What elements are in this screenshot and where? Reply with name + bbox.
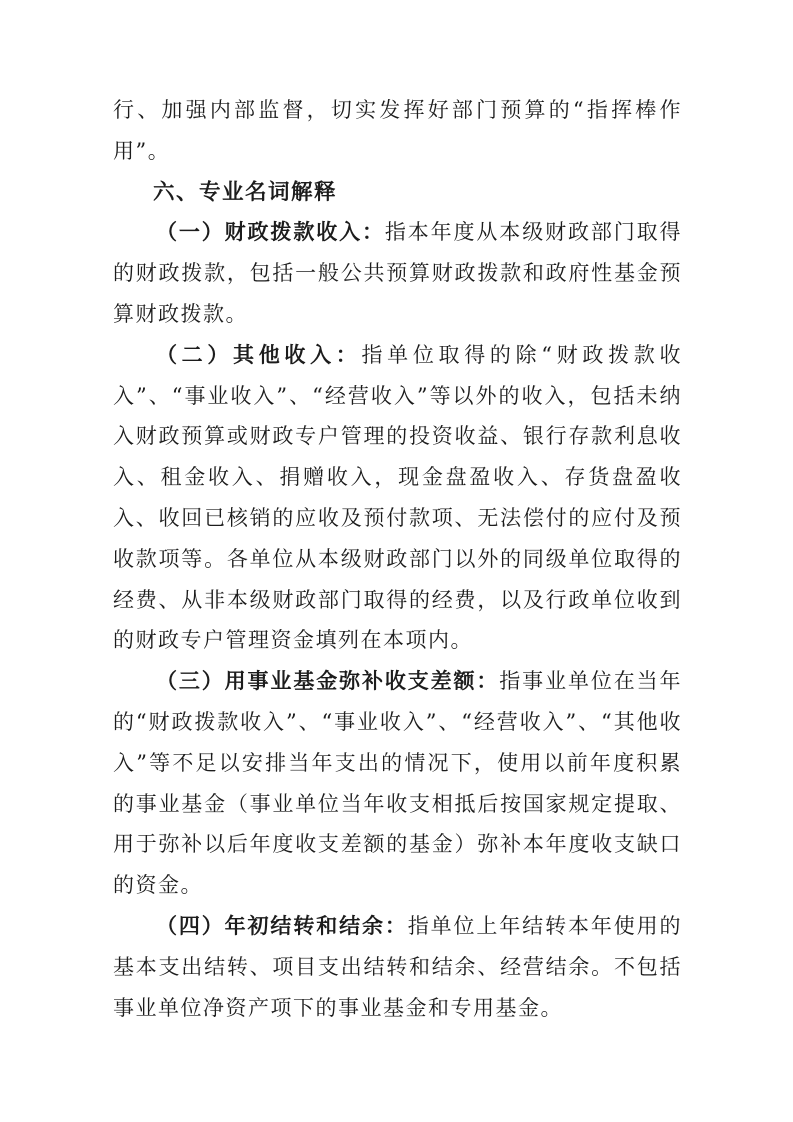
term-title: （一）财政拨款收入： (156, 219, 385, 245)
term-definition: 指单位取得的除“财政拨款收入”、“事业收入”、“经营收入”等以外的收入，包括未纳入财政预算或财政专户管理的投资收益、银行存款利息收入、租金收入、捐赠收入，现金盘盈收入、存货盘盈收入、收回已核销的应收及预付款项、无法偿付的应付及预收款项等。各单位从本级财政部门以外的同级单位取得的经费、从非本级财政部门取得的经费，以及行政单位收到的财政专户管理资金填列在本项内。 (113, 342, 682, 653)
paragraph-continuation-text: 行、加强内部监督，切实发挥好部门预算的“指挥棒作用”。 (113, 98, 682, 163)
paragraph-continuation (113, 90, 682, 172)
term-paragraph-carryover-and-surplus (113, 906, 682, 1028)
term-definition: 指事业单位在当年的“财政拨款收入”、“事业收入”、“经营收入”、“其他收入”等不足以安排当年支出的情况下，使用以前年度积累的事业基金（事业单位当年收支相抵后按国家规定提取、用于弥补以后年度收支差额的基金）弥补本年度收支缺口的资金。 (113, 669, 683, 898)
section-heading-text: 六、专业名词解释 (153, 179, 338, 204)
term-title: （二）其他收入： (156, 341, 362, 367)
term-definition: 指本年度从本级财政部门取得的财政拨款，包括一般公共预算财政拨款和政府性基金预算财政拨款。 (113, 220, 683, 326)
section-heading-glossary (113, 172, 682, 213)
term-paragraph-fiscal-appropriation-income (113, 212, 682, 334)
term-paragraph-other-income (113, 335, 682, 661)
term-title: （四）年初结转和结余： (156, 912, 408, 938)
term-title: （三）用事业基金弥补收支差额： (156, 668, 500, 694)
term-paragraph-use-of-institutional-fund (113, 661, 682, 906)
term-definition: 指单位上年结转本年使用的基本支出结转、项目支出结转和结余、经营结余。不包括事业单位净资产项下的事业基金和专用基金。 (113, 913, 682, 1020)
